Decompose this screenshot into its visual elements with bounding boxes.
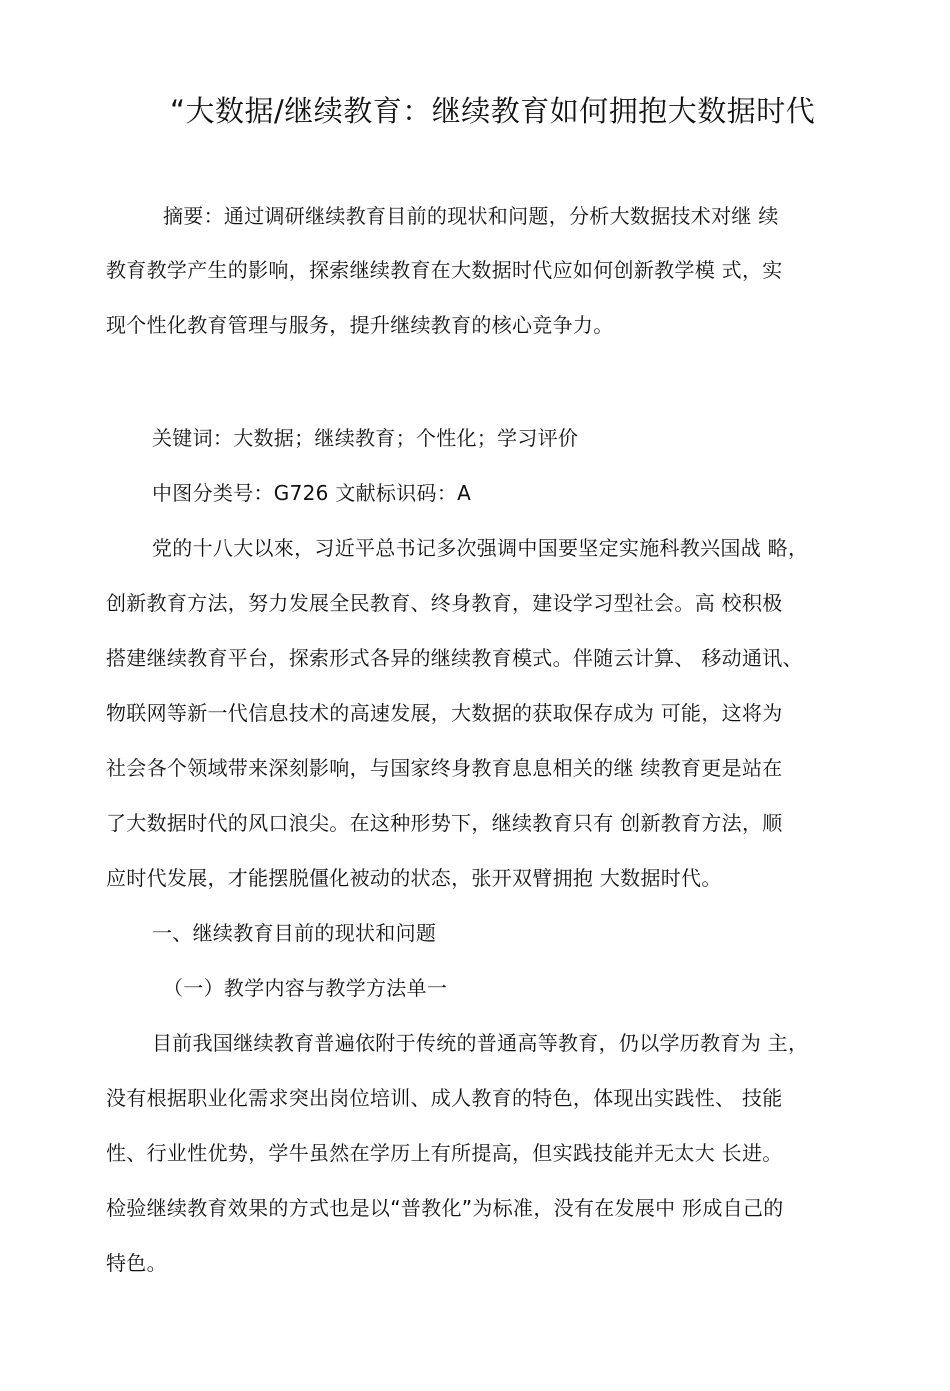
body-line: 性、行业性优势，学牛虽然在学历上有所提高，但实践技能并无太大 长进。 xyxy=(106,1141,783,1165)
intro-line: 了大数据时代的风口浪尖。在这种形势下，继续教育只有 创新教育方法，顺 xyxy=(106,811,783,835)
body-line: 目前我国继续教育普遍依附于传统的普通高等教育，仍以学历教育为 主， xyxy=(152,1031,809,1055)
section-heading: 一、继续教育目前的现状和问题 xyxy=(152,921,437,945)
intro-line: 物联网等新一代信息技术的高速发展，大数据的获取保存成为 可能，这将为 xyxy=(106,701,783,725)
intro-line: 党的十八大以來，习近平总书记多次强调中国要坚定实施科教兴国战 略， xyxy=(152,536,809,560)
intro-line: 搭建继续教育平台，探索形式各异的继续教育模式。伴随云计算、 移动通讯、 xyxy=(106,646,803,670)
abstract-line: 摘要：通过调研继续教育目前的现状和问题，分析大数据技术对继 续 xyxy=(163,204,779,228)
keywords-line: 关键词：大数据；继续教育；个性化；学习评价 xyxy=(152,426,579,450)
body-line: 没有根据职业化需求突出岗位培训、成人教育的特色，体现出实践性、 技能 xyxy=(106,1086,783,1110)
intro-line: 社会各个领域带来深刻影响，与国家终身教育息息相关的继 续教育更是站在 xyxy=(106,756,783,780)
subsection-heading: （一）教学内容与教学方法单一 xyxy=(163,976,448,1000)
classification-line: 中图分类号：G726 文献标识码：A xyxy=(152,481,472,505)
body-line: 特色。 xyxy=(106,1251,167,1275)
document-title: “大数据/继续教育：继续教育如何拥抱大数据时代 xyxy=(170,94,816,128)
abstract-line: 教育教学产生的影响，探索继续教育在大数据时代应如何创新教学模 式，实 xyxy=(106,258,783,282)
body-line: 检验继续教育效果的方式也是以“普教化”为标准，没有在发展中 形成自己的 xyxy=(106,1196,784,1220)
intro-line: 应时代发展，才能摆脱僵化被动的状态，张开双臂拥抱 大数据时代。 xyxy=(106,866,722,890)
intro-line: 创新教育方法，努力发展全民教育、终身教育，建设学习型社会。高 校积极 xyxy=(106,591,783,615)
abstract-line: 现个性化教育管理与服务，提升继续教育的核心竞争力。 xyxy=(106,313,614,337)
